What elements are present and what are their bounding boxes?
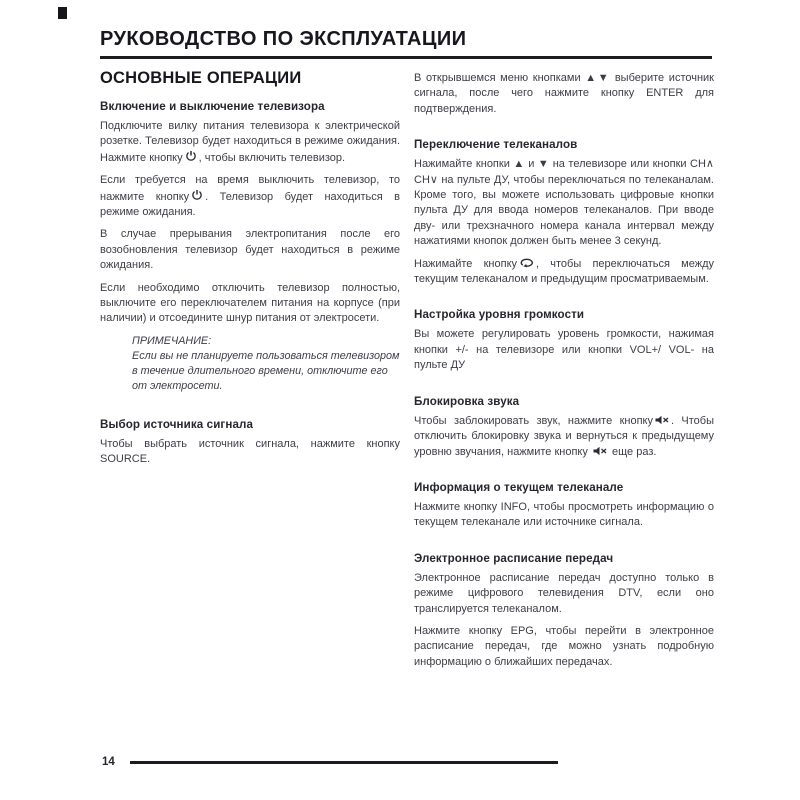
- paragraph-recall: Нажимайте кнопку , чтобы переключаться между текущим телеканалом и предыдущим просматриваемым.: [414, 257, 714, 286]
- paragraph-epg-button: Нажмите кнопку EPG, чтобы перейти в электронное расписание передач, где можно узнать подробную информацию о ближайших передачах.: [414, 624, 714, 668]
- paragraph-power-interruption: В случае прерывания электропитания после его возобновления телевизор будет находиться в режиме ожидания.: [100, 228, 400, 272]
- heading-source-select: Выбор источника сигнала: [100, 417, 254, 431]
- heading-channel-info: Информация о текущем телеканале: [414, 480, 624, 494]
- section-title: ОСНОВНЫЕ ОПЕРАЦИИ: [100, 69, 302, 87]
- right-column: [414, 64, 714, 677]
- footer-rule: [130, 761, 558, 764]
- mute-icon: [593, 446, 607, 456]
- note-text: Если вы не планируете пользоваться телевизором в течение длительного времени, отключите его от электросети.: [132, 349, 400, 392]
- heading-volume: Настройка уровня громкости: [414, 308, 585, 322]
- power-icon: [191, 189, 203, 201]
- content-columns: [100, 64, 714, 677]
- paragraph-channel-switching: Нажимайте кнопки ▲ и ▼ на телевизоре или кнопки CH∧ CH∨ на пульте ДУ, чтобы переключаться по телеканалам. Кроме того, вы можете использовать цифровые кнопки пульта ДУ для ввода номеров телеканалов. При вводе дву- или трехзначного номера канала интервал между нажатиями кнопок должен быть менее 3 секунд.: [414, 158, 714, 248]
- page-footer: [102, 756, 714, 768]
- paragraph-channel-info: Нажмите кнопку INFO, чтобы просмотреть информацию о текущем телеканале или источнике сигнала.: [414, 500, 714, 529]
- paragraph-mute: Чтобы заблокировать звук, нажмите кнопку . Чтобы отключить блокировку звука и вернуться к предыдущему уровню звучания, нажмите кнопку еще раз.: [414, 414, 714, 458]
- page-number: 14: [102, 756, 115, 768]
- heading-mute: Блокировка звука: [414, 394, 520, 408]
- page-header: [100, 28, 712, 59]
- paragraph-power-on: Подключите вилку питания телевизора к электрической розетке. Телевизор будет находиться в режиме ожидания. Нажмите кнопку , чтобы включить телевизор.: [100, 120, 400, 164]
- note-label: ПРИМЕЧАНИЕ:: [132, 334, 212, 347]
- left-column: [100, 64, 400, 677]
- heading-channel-switching: Переключение телеканалов: [414, 138, 578, 152]
- scan-artifact: [58, 7, 67, 19]
- note-block: [132, 334, 400, 394]
- paragraph-standby: Если требуется на время выключить телевизор, то нажмите кнопку . Телевизор будет находиться в режиме ожидания.: [100, 174, 400, 219]
- power-icon: [185, 150, 197, 162]
- paragraph-source-menu: В открывшемся меню кнопками ▲▼ выберите источник сигнала, после чего нажмите кнопку ENTER для подтверждения.: [414, 72, 714, 115]
- heading-power-on-off: Включение и выключение телевизора: [100, 100, 325, 113]
- heading-epg: Электронное расписание передач: [414, 551, 614, 565]
- paragraph-full-disconnect: Если необходимо отключить телевизор полностью, выключите его переключателем питания на корпусе (при наличии) и отсоедините шнур питания от электросети.: [100, 281, 400, 325]
- mute-icon: [655, 415, 669, 425]
- recall-previous-channel-icon: [519, 257, 534, 268]
- page-title: РУКОВОДСТВО ПО ЭКСПЛУАТАЦИИ: [100, 28, 467, 50]
- paragraph-source-select: Чтобы выбрать источник сигнала, нажмите кнопку SOURCE.: [100, 437, 400, 466]
- header-rule: [100, 56, 712, 59]
- paragraph-volume: Вы можете регулировать уровень громкости, нажимая кнопки +/- на телевизоре или кнопки VOL+/ VOL- на пульте ДУ: [414, 328, 714, 372]
- paragraph-epg-availability: Электронное расписание передач доступно только в режиме цифрового телевидения DTV, если оно транслируется телеканалом.: [414, 571, 714, 615]
